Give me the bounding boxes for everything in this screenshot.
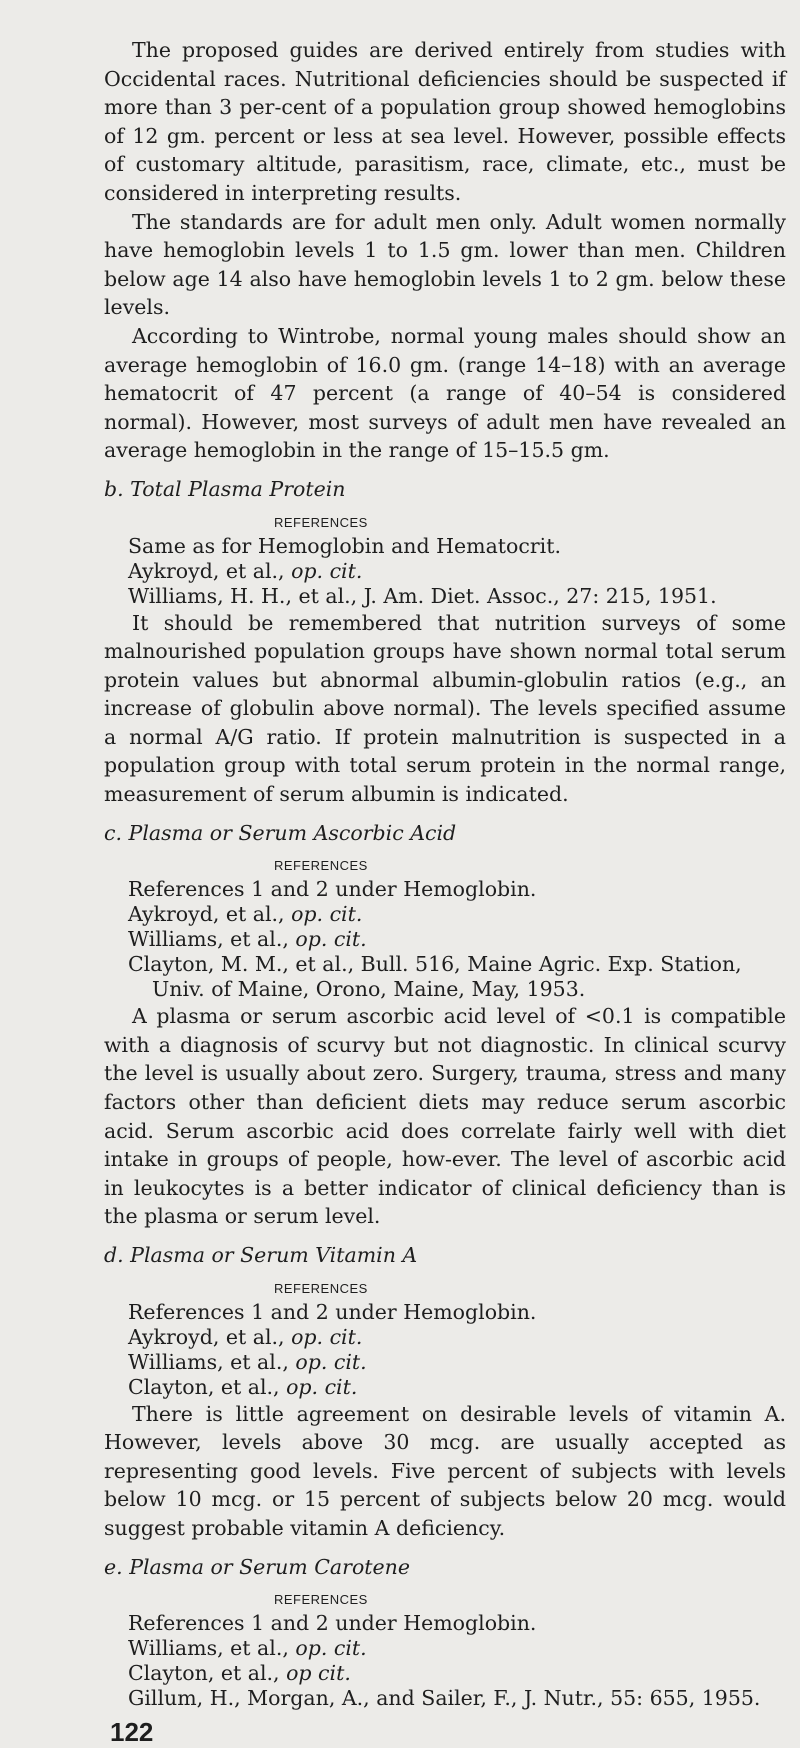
section-heading — [104, 1553, 786, 1582]
section-letter: c. — [104, 820, 122, 845]
reference-item: Gillum, H., Morgan, A., and Sailer, F., J. Nutr., 55: 655, 1955. — [128, 1686, 761, 1711]
section-letter: b. — [104, 476, 124, 501]
references-label: REFERENCES — [274, 858, 368, 874]
reference-item: Clayton, et al., op. cit. — [128, 1374, 358, 1399]
references-label: REFERENCES — [274, 514, 368, 530]
reference-item: Aykroyd, et al., op. cit. — [128, 902, 363, 927]
section-heading — [104, 475, 786, 504]
section-letter: e. — [104, 1554, 123, 1579]
references-label: REFERENCES — [274, 1592, 368, 1608]
section-body: It should be remembered that nutrition surveys of some malnourished population groups have shown normal total serum protein values but abnormal albumin-globulin ratios (e.g., an increase of globulin above normal). The levels specified assume a normal A/G ratio. If protein malnutrition is suspected in a population group with total serum protein in the normal range, measurement of serum albumin is indicated. — [104, 610, 786, 807]
reference-item: Clayton, M. M., et al., Bull. 516, Maine Agric. Exp. Station, Univ. of Maine, Orono, Maine, May, 1953. — [128, 952, 742, 1002]
section-heading — [104, 1241, 786, 1270]
reference-item: Same as for Hemoglobin and Hematocrit. — [128, 533, 561, 558]
reference-item: Williams, et al., op. cit. — [128, 1636, 367, 1661]
reference-item: References 1 and 2 under Hemoglobin. — [128, 1611, 537, 1636]
paragraph-standards: The standards are for adult men only. Adult women normally have hemoglobin levels 1 to 1.5 gm. lower than men. Children below age 14 also have hemoglobin levels 1 to 2 gm. below these levels. — [104, 209, 786, 320]
reference-item: References 1 and 2 under Hemoglobin. — [128, 877, 537, 902]
reference-item: Aykroyd, et al., op. cit. — [128, 1324, 363, 1349]
section-letter: d. — [104, 1243, 124, 1267]
paragraph-guides: The proposed guides are derived entirely from studies with Occidental races. Nutritional deficiencies should be suspected if more than 3 per-cent of a population group showed hemoglobins of 12 gm. percent or less at sea level. However, possible effects of customary altitude, parasitism, race, climate, etc., must be considered in interpreting results. — [104, 38, 786, 205]
reference-item: Williams, et al., op. cit. — [128, 1349, 367, 1374]
section-vitamin-a — [104, 1241, 786, 1543]
reference-item: Clayton, et al., op cit. — [128, 1661, 351, 1686]
reference-item: Williams, H. H., et al., J. Am. Diet. Assoc., 27: 215, 1951. — [128, 583, 717, 608]
section-carotene — [104, 1553, 786, 1712]
section-title: Plasma or Serum Carotene — [129, 1554, 411, 1579]
section-heading — [104, 819, 786, 848]
section-ascorbic-acid — [104, 819, 786, 1231]
page-number: 122 — [110, 1717, 154, 1748]
paragraph-wintrobe: According to Wintrobe, normal young males should show an average hemoglobin of 16.0 gm. (range 14–18) with an average hematocrit of 47 percent (a range of 40–54 is considered normal). However, most surveys of adult men have revealed an average hemoglobin in the range of 15–15.5 gm. — [104, 323, 786, 463]
references-label: REFERENCES — [274, 1280, 368, 1296]
reference-item: Williams, et al., op. cit. — [128, 927, 367, 952]
section-title: Total Plasma Protein — [130, 476, 346, 501]
section-body: A plasma or serum ascorbic acid level of <0.1 is compatible with a diagnosis of scurvy but not diagnostic. In clinical scurvy the level is usually about zero. Surgery, trauma, stress and many factors other than deficient diets may reduce serum ascorbic acid. Serum ascorbic acid does correlate fairly well with diet intake in groups of people, how-ever. The level of ascorbic acid in leukocytes is a better indicator of clinical deficiency than is the plasma or serum level. — [104, 1004, 786, 1229]
section-body: There is little agreement on desirable levels of vitamin A. However, levels above 30 mcg. are usually accepted as representing good levels. Five percent of subjects with levels below 10 mcg. or 15 percent of subjects below 20 mcg. would suggest probable vitamin A deficiency. — [104, 1401, 786, 1540]
reference-item: References 1 and 2 under Hemoglobin. — [128, 1299, 537, 1324]
section-total-plasma-protein — [104, 475, 786, 809]
reference-item: Aykroyd, et al., op. cit. — [128, 558, 363, 583]
section-title: Plasma or Serum Ascorbic Acid — [128, 820, 457, 845]
section-title: Plasma or Serum Vitamin A — [130, 1243, 418, 1267]
